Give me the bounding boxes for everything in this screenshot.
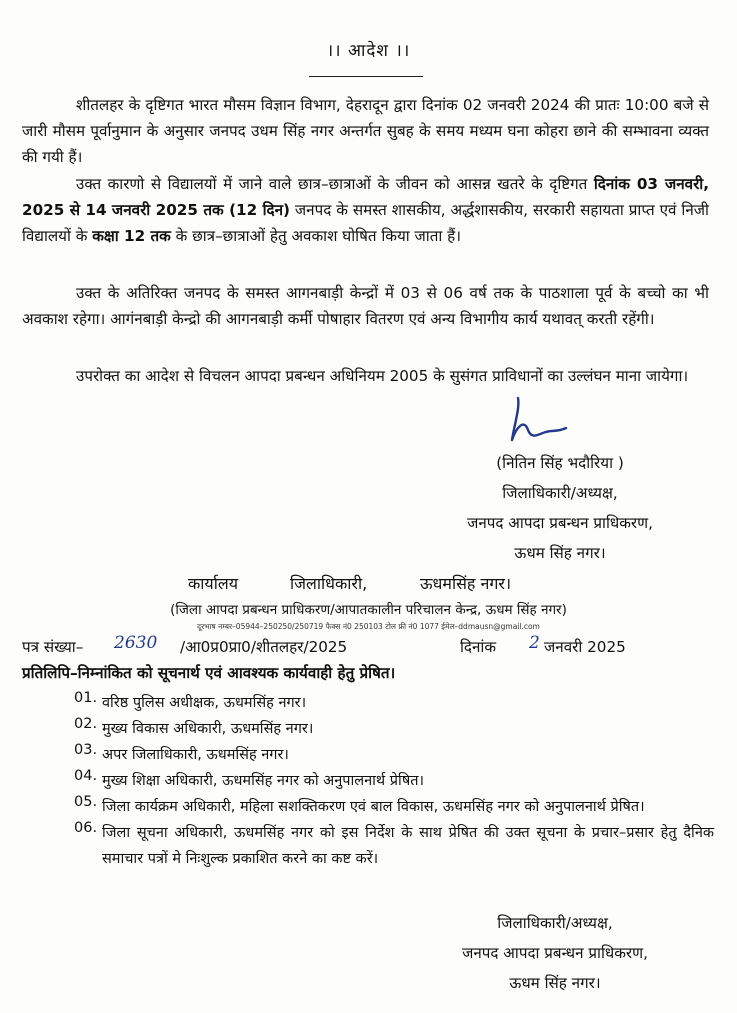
signatory-place: ऊधम सिंह नगर।	[514, 544, 606, 562]
list-item-number: 04.	[74, 768, 98, 784]
signature-image	[500, 388, 570, 452]
recipient-list	[74, 690, 714, 872]
office-word: कार्यालय	[188, 574, 238, 593]
signature-block	[410, 448, 710, 568]
signatory-name: (नितिन सिंह भदौरिया )	[496, 454, 624, 472]
footer-designation: जिलाधिकारी/अध्यक्ष,	[497, 914, 613, 932]
list-item-number: 01.	[74, 690, 98, 706]
list-item-text: मुख्य विकास अधिकारी, ऊधमसिंह नगर।	[102, 721, 314, 737]
paragraph-anganwadi: उक्त के अतिरिक्त जनपद के समस्त आगनबाड़ी केन्द्रों में 03 से 06 वर्ष तक के पाठशाला पूर्व के बच्चो का भी अवकाश रहेगा। आगंनबाड़ी केन्द्रो की आगनबाड़ी कर्मी पोषाहार वितरण एवं अन्य विभागीय कार्य यथावत् करती रहेंगी।	[22, 284, 709, 328]
office-word: जिलाधिकारी,	[290, 574, 368, 593]
office-word: ऊधमसिंह नगर।	[420, 574, 512, 593]
office-contact: दूरभाष नम्बर–05944–250250/250719 फैक्स नं0 250103 टोल फ्री नं0 1077 ईमेल–ddmausn@gmail.com	[197, 622, 540, 631]
title-underline	[309, 76, 423, 77]
letter-number-handwritten: 2630	[114, 633, 158, 653]
office-subtitle: (जिला आपदा प्रबन्धन प्राधिकरण/आपातकालीन परिचालन केन्द्र, ऊधम सिंह नगर)	[170, 602, 567, 618]
reference-line	[22, 633, 712, 661]
class-limit: कक्षा 12 तक	[92, 227, 171, 245]
list-item	[74, 820, 714, 872]
list-item-text: अपर जिलाधिकारी, ऊधमसिंह नगर।	[102, 747, 289, 763]
paragraph-weather: शीतलहर के दृष्टिगत भारत मौसम विज्ञान विभाग, देहरादून द्वारा दिनांक 02 जनवरी 2024 की प्रातः 10:00 बजे से जारी मौसम पूर्वानुमान के अनुसार जनपद उधम सिंह नगर अन्तर्गत सुबह के समय मध्यम घना कोहरा छाने की सम्भावना व्यक्त की गयी हैं।	[22, 96, 709, 166]
list-item	[74, 768, 714, 794]
signatory-authority: जनपद आपदा प्रबन्धन प्राधिकरण,	[467, 514, 653, 532]
holiday-dates: दिनांक 03 जनवरी, 2025 से 14 जनवरी 2025 तक (12 दिन)	[22, 175, 709, 219]
paragraph-school-holiday	[22, 171, 709, 249]
list-item-number: 02.	[74, 716, 98, 732]
copy-to-line: प्रतिलिपि–निम्नांकित को सूचनार्थ एवं आवश्यक कार्यवाही हेतु प्रेषित।	[22, 664, 396, 682]
footer-place: ऊधम सिंह नगर।	[509, 974, 601, 992]
list-item	[74, 742, 714, 768]
letter-number-label: पत्र संख्या–	[22, 638, 84, 656]
list-item	[74, 690, 714, 716]
list-item-text: जिला कार्यक्रम अधिकारी, महिला सशक्तिकरण एवं बाल विकास, ऊधमसिंह नगर को अनुपालनार्थ प्रेषित।	[102, 799, 645, 815]
date-handwritten: 2	[529, 633, 540, 653]
list-item	[74, 716, 714, 742]
paragraph-text: जनपद के समस्त शासकीय, अर्द्धशासकीय, सरकारी सहायता प्राप्त एवं निजी विद्यालयों के	[22, 201, 709, 245]
list-item-number: 06.	[74, 820, 98, 836]
footer-authority: जनपद आपदा प्रबन्धन प्राधिकरण,	[462, 944, 648, 962]
signatory-designation: जिलाधिकारी/अध्यक्ष,	[502, 484, 618, 502]
paragraph-text: के छात्र–छात्राओं हेतु अवकाश घोषित किया जाता हैं।	[170, 227, 461, 245]
footer-signature-block	[405, 908, 705, 998]
list-item	[74, 794, 714, 820]
list-item-text: वरिष्ठ पुलिस अधीक्षक, ऊधमसिंह नगर।	[102, 695, 307, 711]
date-label: दिनांक	[460, 638, 497, 656]
date-rest: जनवरी 2025	[544, 638, 626, 656]
paragraph-text: उक्त कारणो से विद्यालयों में जाने वाले छात्र–छात्राओं के जीवन को आसन्न खतरे के दृष्टिगत	[76, 175, 594, 193]
list-item-text: मुख्य शिक्षा अधिकारी, ऊधमसिंह नगर को अनुपालनार्थ प्रेषित।	[102, 773, 424, 789]
paragraph-violation: उपरोक्त का आदेश से विचलन आपदा प्रबन्धन अधिनियम 2005 के सुसंगत प्राविधानों का उल्लंघन माना जायेगा।	[76, 367, 689, 385]
list-item-text: जिला सूचना अधिकारी, ऊधमसिंह नगर को इस निर्देश के साथ प्रेषित की उक्त सूचना के प्रचार–प्रसार हेतु दैनिक समाचार पत्रों मे निःशुल्क प्रकाशित करने का कष्ट करें।	[102, 825, 714, 867]
letter-number-suffix: /आ0प्र0प्रा0/शीतलहर/2025	[180, 638, 348, 656]
order-title: ।। आदेश ।।	[326, 41, 411, 61]
list-item-number: 05.	[74, 794, 98, 810]
list-item-number: 03.	[74, 742, 98, 758]
